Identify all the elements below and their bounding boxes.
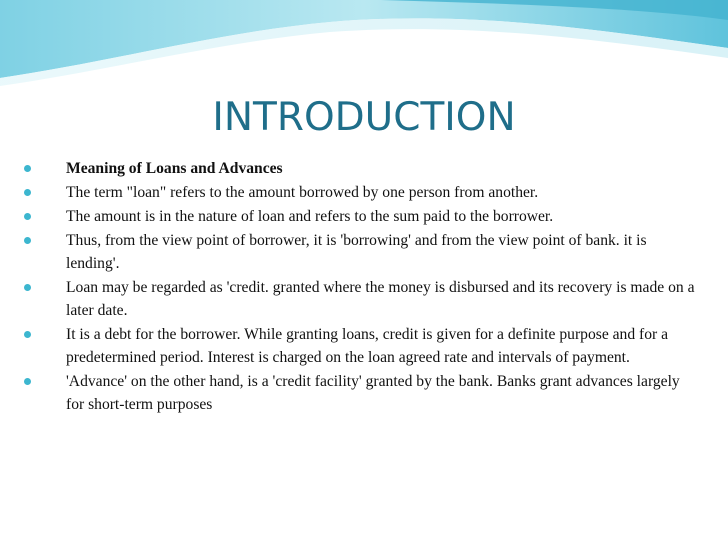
- bullet-dot-icon: [24, 284, 31, 291]
- bullet-text: The amount is in the nature of loan and refers to the sum paid to the borrower.: [66, 208, 554, 225]
- bullet-text: 'Advance' on the other hand, is a 'credit facility' granted by the bank. Banks grant advances largely for short-term purposes: [66, 373, 680, 413]
- bullet-item: [20, 276, 700, 322]
- header-wave-decoration: [0, 0, 728, 100]
- bullet-dot-icon: [24, 237, 31, 244]
- bullet-text: It is a debt for the borrower. While granting loans, credit is given for a definite purpose and for a predetermined period. Interest is charged on the loan agreed rate and intervals of payment.: [66, 326, 669, 366]
- bullet-item: [20, 157, 700, 180]
- bullet-dot-icon: [24, 165, 31, 172]
- bullet-item: [20, 370, 700, 416]
- bullet-text: The term "loan" refers to the amount borrowed by one person from another.: [66, 184, 539, 201]
- slide-title: INTRODUCTION: [212, 95, 516, 140]
- bullet-item: [20, 181, 700, 204]
- bullet-item: [20, 323, 700, 369]
- bullet-text: Loan may be regarded as 'credit. granted where the money is disbursed and its recovery is made on a later date.: [66, 279, 695, 319]
- bullet-dot-icon: [24, 189, 31, 196]
- bullet-item: [20, 229, 700, 275]
- bullet-text: Thus, from the view point of borrower, it is 'borrowing' and from the view point of bank. it is lending'.: [66, 232, 647, 272]
- bullet-list: [20, 157, 700, 417]
- bullet-dot-icon: [24, 378, 31, 385]
- bullet-item: [20, 205, 700, 228]
- bullet-text: Meaning of Loans and Advances: [66, 160, 283, 177]
- bullet-dot-icon: [24, 331, 31, 338]
- bullet-dot-icon: [24, 213, 31, 220]
